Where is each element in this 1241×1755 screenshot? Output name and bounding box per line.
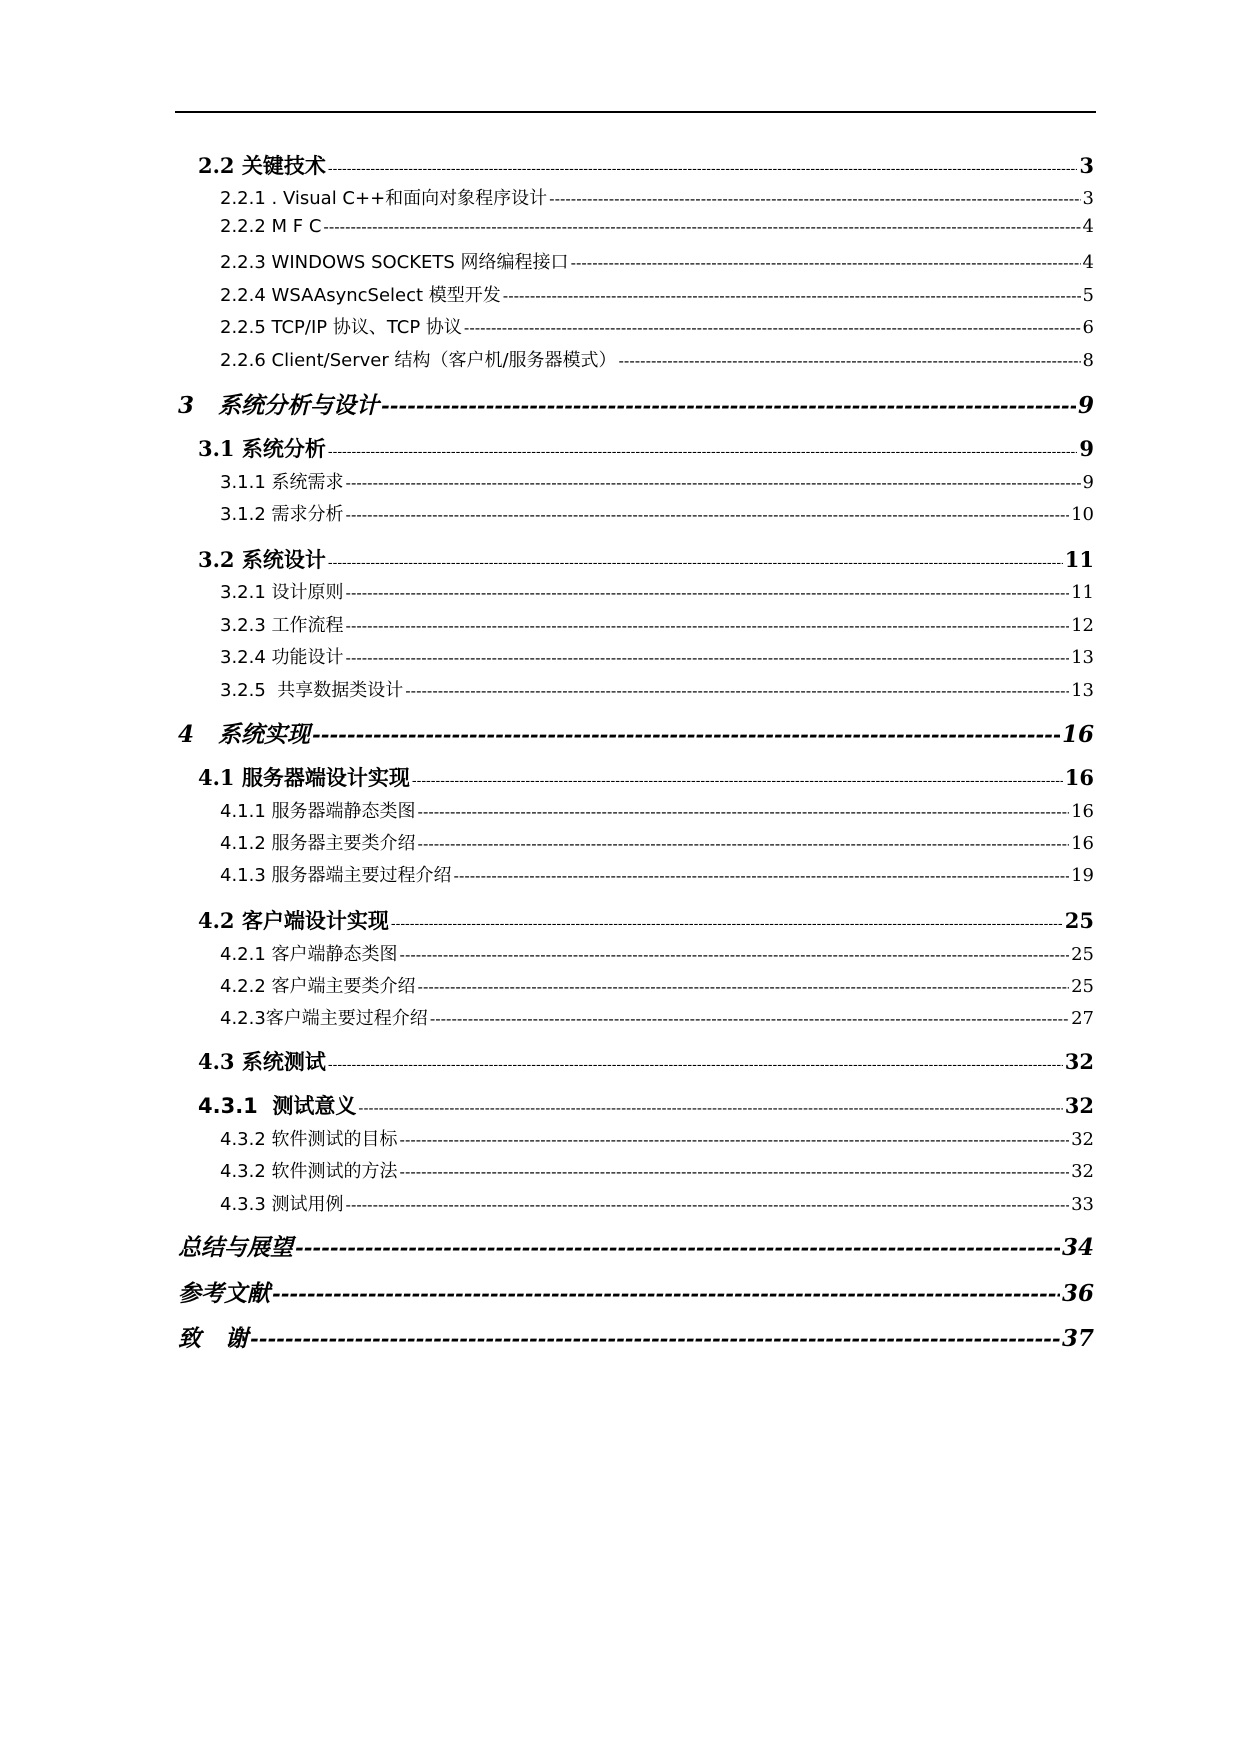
toc-entry-page: 32 xyxy=(1064,1093,1094,1118)
toc-leader xyxy=(272,1281,1060,1306)
toc-leader xyxy=(358,1101,1062,1117)
toc-leader xyxy=(503,287,1081,305)
toc-entry-page: 19 xyxy=(1071,865,1094,886)
toc-entry-page: 3 xyxy=(1082,188,1094,209)
toc-entry-2-2-5[interactable] xyxy=(220,313,1094,339)
toc-entry-4-2-2[interactable] xyxy=(220,972,1094,998)
toc-leader xyxy=(405,682,1069,700)
toc-leader xyxy=(346,584,1070,602)
toc-entry-label: 4.2.2 客户端主要类介绍 xyxy=(220,976,416,997)
toc-leader xyxy=(295,1235,1060,1260)
toc-leader xyxy=(346,474,1081,492)
toc-entry-label: 4.1 服务器端设计实现 xyxy=(198,765,410,790)
toc-leader xyxy=(400,1163,1070,1181)
toc-entry-4-1-1[interactable] xyxy=(220,797,1094,823)
toc-entry-4-2-1[interactable] xyxy=(220,940,1094,966)
toc-leader xyxy=(346,617,1070,635)
toc-entry-page: 32 xyxy=(1071,1161,1094,1182)
toc-entry-2-2-4[interactable] xyxy=(220,281,1094,307)
toc-entry-2-2-6[interactable] xyxy=(220,346,1094,372)
toc-entry-2-2-2[interactable] xyxy=(220,216,1094,237)
toc-entry-label: 4.3.2 软件测试的方法 xyxy=(220,1161,398,1182)
toc-entry-label: 4.2.3客户端主要过程介绍 xyxy=(220,1008,428,1029)
toc-entry-page: 27 xyxy=(1071,1008,1094,1029)
toc-entry-3-1-1[interactable] xyxy=(220,468,1094,494)
toc-entry-label: 3.2.3 工作流程 xyxy=(220,615,344,636)
toc-entry-label: 4.2.1 客户端静态类图 xyxy=(220,944,398,965)
toc-entry-page: 16 xyxy=(1061,721,1094,748)
toc-entry-page: 12 xyxy=(1071,615,1094,636)
toc-entry-3-2-1[interactable] xyxy=(220,578,1094,604)
toc-leader xyxy=(323,218,1080,236)
toc-entry-2-2[interactable] xyxy=(198,150,1094,180)
toc-entry-2-2-1[interactable] xyxy=(220,184,1094,210)
toc-entry-3-2-5[interactable] xyxy=(220,676,1094,702)
toc-chapter-3[interactable] xyxy=(178,387,1094,420)
toc-entry-page: 9 xyxy=(1077,392,1094,419)
toc-entry-label: 4.3.3 测试用例 xyxy=(220,1194,344,1215)
toc-entry-page: 9 xyxy=(1079,436,1094,461)
toc-entry-4-1[interactable] xyxy=(198,762,1094,792)
toc-entry-3-1[interactable] xyxy=(198,433,1094,463)
toc-entry-page: 33 xyxy=(1071,1194,1094,1215)
toc-leader xyxy=(391,916,1063,932)
toc-entry-4-1-2[interactable] xyxy=(220,829,1094,855)
toc-entry-3-2-4[interactable] xyxy=(220,643,1094,669)
toc-entry-label: 4 系统实现 xyxy=(178,721,311,748)
toc-entry-4-3-2-goal[interactable] xyxy=(220,1125,1094,1151)
toc-entry-label: 3.1.1 系统需求 xyxy=(220,472,344,493)
toc-entry-label: 3.2.5 共享数据类设计 xyxy=(220,680,404,701)
toc-entry-page: 25 xyxy=(1071,944,1094,965)
toc-entry-label: 4.3.1 测试意义 xyxy=(198,1094,357,1118)
toc-entry-label: 4.3 系统测试 xyxy=(198,1049,326,1074)
toc-entry-page: 9 xyxy=(1082,472,1094,493)
toc-entry-page: 37 xyxy=(1061,1325,1094,1352)
toc-leader xyxy=(464,319,1081,337)
toc-leader xyxy=(400,1131,1070,1149)
toc-leader xyxy=(430,1010,1069,1028)
toc-entry-label: 4.1.3 服务器端主要过程介绍 xyxy=(220,865,452,886)
toc-entry-label: 4.3.2 软件测试的目标 xyxy=(220,1129,398,1150)
toc-leader xyxy=(454,867,1070,885)
toc-entry-page: 16 xyxy=(1071,801,1094,822)
toc-leader xyxy=(328,444,1078,460)
toc-entry-page: 11 xyxy=(1071,582,1094,603)
toc-entry-page: 25 xyxy=(1071,976,1094,997)
toc-entry-label: 3.1 系统分析 xyxy=(198,436,326,461)
toc-entry-4-1-3[interactable] xyxy=(220,861,1094,887)
toc-leader xyxy=(312,722,1060,747)
toc-entry-page: 8 xyxy=(1082,350,1094,371)
toc-entry-label: 3.2.4 功能设计 xyxy=(220,647,344,668)
toc-entry-label: 总结与展望 xyxy=(178,1234,293,1261)
toc-leader xyxy=(418,835,1070,853)
toc-entry-label: 4.1.2 服务器主要类介绍 xyxy=(220,833,416,854)
toc-entry-label: 2.2 关键技术 xyxy=(198,153,326,178)
toc-leader xyxy=(328,1057,1063,1073)
toc-entry-page: 11 xyxy=(1064,547,1094,572)
toc-entry-page: 13 xyxy=(1071,647,1094,668)
toc-leader xyxy=(346,1196,1070,1214)
toc-entry-label: 2.2.2 M F C xyxy=(220,216,322,237)
toc-leader xyxy=(346,506,1070,524)
toc-entry-page: 32 xyxy=(1064,1049,1094,1074)
toc-leader xyxy=(619,352,1081,370)
toc-entry-label: 3.2 系统设计 xyxy=(198,547,326,572)
toc-entry-page: 5 xyxy=(1082,285,1094,306)
toc-entry-4-3-1[interactable] xyxy=(198,1090,1094,1120)
toc-entry-label: 参考文献 xyxy=(178,1280,270,1307)
toc-leader xyxy=(418,803,1070,821)
toc-entry-4-2[interactable] xyxy=(198,905,1094,935)
toc-entry-page: 34 xyxy=(1061,1234,1094,1261)
toc-entry-3-2-3[interactable] xyxy=(220,611,1094,637)
toc-entry-4-3-2-method[interactable] xyxy=(220,1157,1094,1183)
toc-entry-page: 36 xyxy=(1061,1280,1094,1307)
toc-entry-page: 6 xyxy=(1082,317,1094,338)
toc-entry-2-2-3[interactable] xyxy=(220,248,1094,274)
toc-entry-4-3[interactable] xyxy=(198,1046,1094,1076)
toc-entry-3-2[interactable] xyxy=(198,544,1094,574)
toc-entry-3-1-2[interactable] xyxy=(220,500,1094,526)
toc-entry-label: 致 谢 xyxy=(178,1325,249,1352)
toc-entry-label: 2.2.4 WSAAsyncSelect 模型开发 xyxy=(220,285,501,306)
toc-entry-page: 3 xyxy=(1079,153,1094,178)
toc-chapter-4[interactable] xyxy=(178,716,1094,749)
toc-entry-page: 25 xyxy=(1064,908,1094,933)
toc-leader xyxy=(250,1326,1060,1351)
toc-references[interactable] xyxy=(178,1275,1094,1308)
toc-entry-page: 32 xyxy=(1071,1129,1094,1150)
toc-leader xyxy=(381,393,1076,418)
toc-entry-label: 3.2.1 设计原则 xyxy=(220,582,344,603)
toc-leader xyxy=(346,649,1070,667)
toc-entry-4-3-3[interactable] xyxy=(220,1190,1094,1216)
toc-entry-page: 16 xyxy=(1071,833,1094,854)
toc-entry-label: 2.2.1 . Visual C++和面向对象程序设计 xyxy=(220,188,548,209)
toc-entry-page: 16 xyxy=(1064,765,1094,790)
toc-leader xyxy=(418,978,1070,996)
toc-leader xyxy=(328,161,1078,177)
toc-leader xyxy=(571,254,1081,272)
toc-entry-4-2-3[interactable] xyxy=(220,1004,1094,1030)
toc-entry-label: 3.1.2 需求分析 xyxy=(220,504,344,525)
toc-leader xyxy=(412,773,1063,789)
toc-leader xyxy=(328,555,1063,571)
toc-entry-label: 2.2.6 Client/Server 结构（客户机/服务器模式） xyxy=(220,350,617,371)
toc-entry-label: 2.2.5 TCP/IP 协议、TCP 协议 xyxy=(220,317,462,338)
toc-entry-label: 4.2 客户端设计实现 xyxy=(198,908,389,933)
toc-acknowledgements[interactable] xyxy=(178,1320,1094,1353)
toc-leader xyxy=(549,190,1080,208)
toc-entry-page: 13 xyxy=(1071,680,1094,701)
toc-entry-label: 2.2.3 WINDOWS SOCKETS 网络编程接口 xyxy=(220,252,569,273)
toc-entry-label: 4.1.1 服务器端静态类图 xyxy=(220,801,416,822)
toc-entry-page: 10 xyxy=(1071,504,1094,525)
toc-entry-label: 3 系统分析与设计 xyxy=(178,392,380,419)
toc-leader xyxy=(400,946,1070,964)
toc-entry-page: 4 xyxy=(1082,252,1094,273)
toc-entry-page: 4 xyxy=(1082,216,1094,237)
toc-summary[interactable] xyxy=(178,1229,1094,1262)
